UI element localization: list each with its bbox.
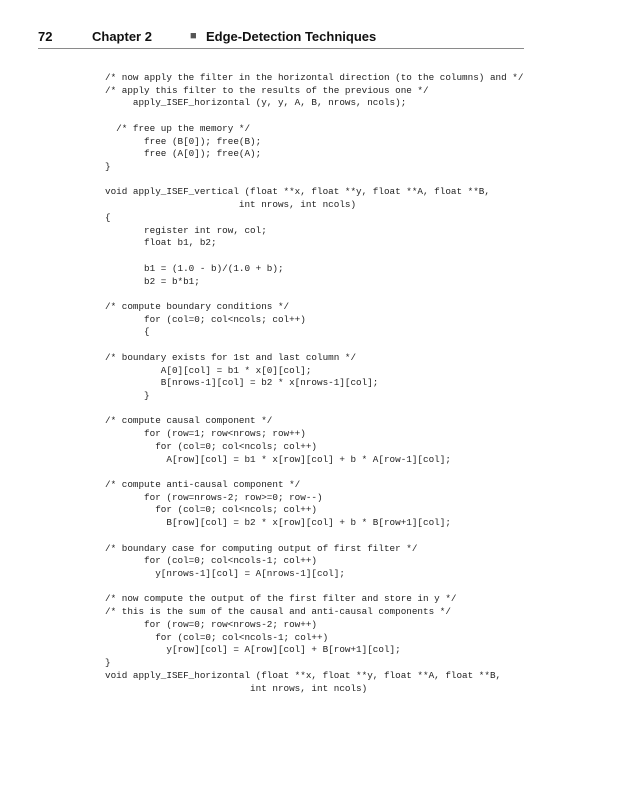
code-line: void apply_ISEF_vertical (float **x, float **y, float **A, float **B, [105,186,490,198]
code-line: } [105,657,111,669]
code-line: /* now compute the output of the first filter and store in y */ [105,593,457,605]
code-line: A[0][col] = b1 * x[0][col]; [105,364,312,376]
code-line: for (col=0; col<ncols-1; col++) [105,555,318,567]
code-line [105,250,523,263]
code-line: /* boundary exists for 1st and last column */ [105,351,357,363]
code-line [105,174,523,187]
code-line: A[row][col] = b1 * x[row][col] + b * A[row-1][col]; [105,453,451,465]
code-line [105,530,523,543]
code-line: register int row, col; [105,224,267,236]
code-line: } [105,389,150,401]
code-line: for (col=0; col<ncols; col++) [105,313,306,325]
code-line: } [105,161,111,173]
chapter-title: Edge-Detection Techniques [206,29,377,44]
code-line: void apply_ISEF_horizontal (float **x, float **y, float **A, float **B, [105,669,502,681]
code-line: b2 = b*b1; [105,275,200,287]
code-line: y[nrows-1][col] = A[nrows-1][col]; [105,568,345,580]
code-line: B[nrows-1][col] = b2 * x[nrows-1][col]; [105,377,379,389]
code-line [105,110,523,123]
code-line [105,581,523,594]
code-listing [105,72,523,695]
code-line: apply_ISEF_horizontal (y, y, A, B, nrows, ncols); [105,97,407,109]
code-line: free (A[0]); free(A); [105,148,262,160]
code-line: /* apply this filter to the results of the previous one */ [105,84,429,96]
code-line [105,466,523,479]
code-line: free (B[0]); free(B); [105,135,262,147]
code-line: for (row=nrows-2; row>=0; row--) [105,491,323,503]
code-line: /* compute anti-causal component */ [105,479,301,490]
code-line: B[row][col] = b2 * x[row][col] + b * B[row+1][col]; [105,517,451,529]
code-line: int nrows, int ncols) [105,199,357,211]
code-line: b1 = (1.0 - b)/(1.0 + b); [105,262,284,274]
running-header [38,26,524,49]
code-line [105,339,523,352]
separator-glyph: ■ [190,30,197,42]
code-line: /* free up the memory */ [105,122,251,134]
code-line: for (col=0; col<ncols; col++) [105,504,318,516]
code-line: /* boundary case for computing output of first filter */ [105,542,418,554]
code-line: for (col=0; col<ncols; col++) [105,440,318,452]
code-line: for (col=0; col<ncols-1; col++) [105,631,329,643]
code-line [105,288,523,301]
code-line: /* now apply the filter in the horizontal direction (to the columns) and */ [105,72,524,83]
code-line: /* this is the sum of the causal and anti-causal components */ [105,606,451,618]
code-line: float b1, b2; [105,237,217,249]
code-line: { [105,326,150,338]
code-line: for (row=0; row<nrows-2; row++) [105,618,318,630]
code-line: for (row=1; row<nrows; row++) [105,428,306,440]
code-line: int nrows, int ncols) [105,682,368,694]
code-line: /* compute boundary conditions */ [105,300,290,312]
code-line: /* compute causal component */ [105,415,273,427]
code-line: { [105,211,111,223]
code-line: y[row][col] = A[row][col] + B[row+1][col]; [105,644,401,656]
code-line [105,403,523,416]
page-number: 72 [38,29,53,44]
chapter-label: Chapter 2 [92,29,152,44]
